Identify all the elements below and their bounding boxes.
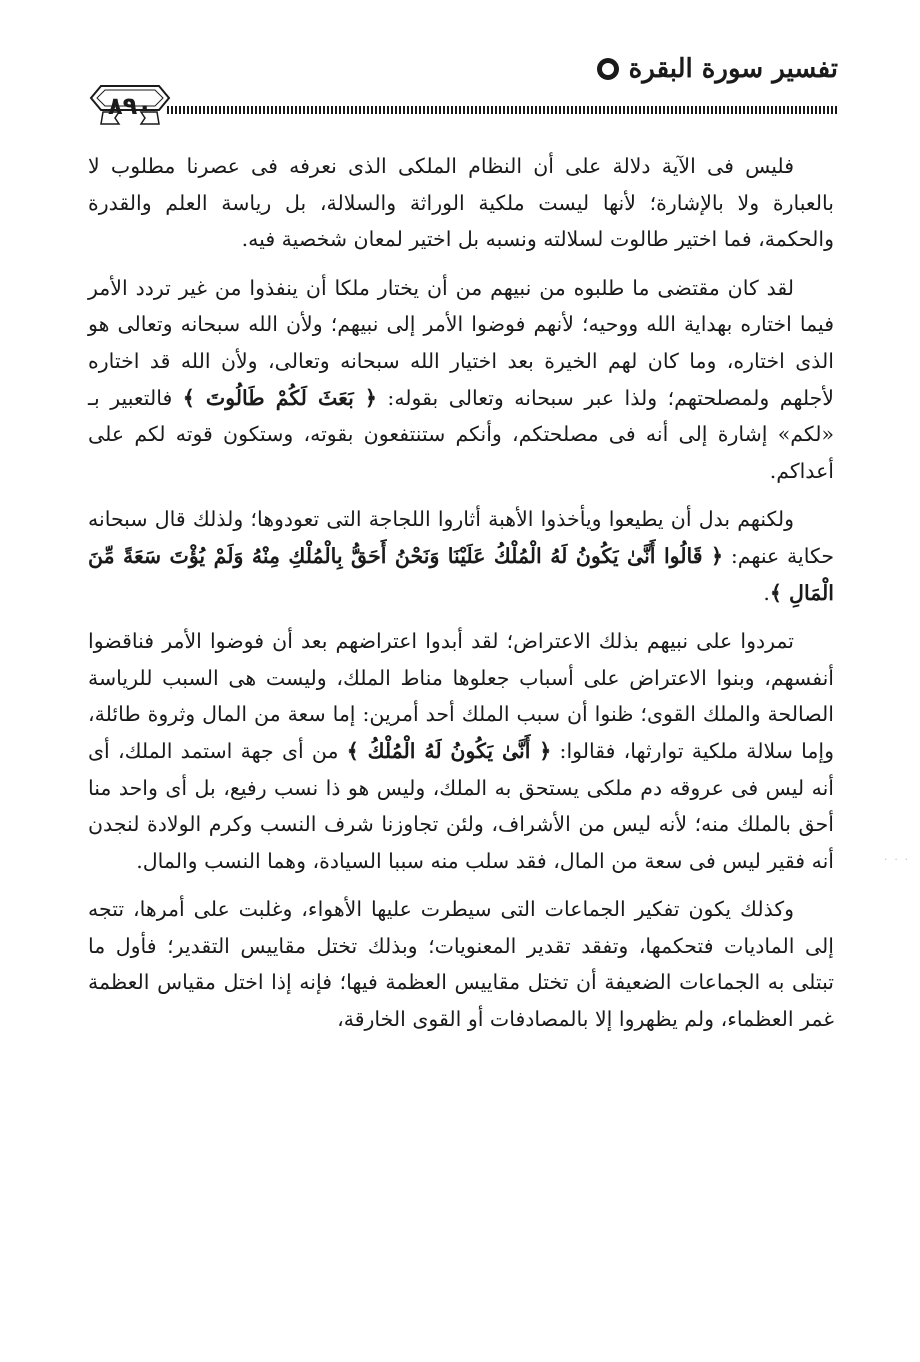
page-body [88, 148, 834, 1050]
page-number: ٨٩٠ [108, 92, 152, 120]
text-segment: فالتعبير بـ «لكم» إشارة إلى أنه فى مصلحتكم، وأنكم ستنتفعون بقوته، وستكون قوته لكم على أعداكم. [88, 385, 834, 483]
quran-verse: ﴿ بَعَثَ لَكُمْ طَالُوتَ ﴾ [182, 385, 377, 410]
running-title-text: تفسير سورة البقرة [628, 54, 838, 84]
paragraph [88, 148, 834, 258]
text-segment: من أى جهة استمد الملك، أى أنه ليس فى عروقه دم ملكى يستحق به الملك، وليس هو ذا نسب رفيع، بل أى واحد منا أحق بالملك منه؛ لأنه ليس من الأشراف، ولئن تجاوزنا شرف النسب وكرم الولادة لنجدن أنه فقير ليس فى سعة من المال، فقد سلب منه سببا السيادة، وهما النسب والمال. [88, 738, 834, 873]
text-segment: ولكنهم بدل أن يطيعوا ويأخذوا الأهبة أثاروا اللجاجة التى تعودوها؛ ولذلك قال سبحانه حكاية عنهم: [88, 507, 834, 568]
text-segment: . [763, 580, 770, 605]
paragraph [88, 270, 834, 490]
ornament-icon [597, 58, 619, 80]
paragraph [88, 891, 834, 1037]
quran-verse: ﴿ أَنَّىٰ يَكُونُ لَهُ الْمُلْكُ ﴾ [346, 738, 552, 763]
margin-mark: · · · [884, 855, 910, 866]
quran-verse: ﴿ قَالُوا أَنَّىٰ يَكُونُ لَهُ الْمُلْكُ عَلَيْنَا وَنَحْنُ أَحَقُّ بِالْمُلْكِ مِنْهُ وَلَمْ يُؤْتَ سَعَةً مِّنَ الْمَالِ ﴾ [88, 543, 834, 605]
text-segment: لقد كان مقتضى ما طلبوه من نبيهم من أن يختار ملكا أن ينفذوا من غير تردد الأمر فيما اختاره بهداية الله ووحيه؛ لأنهم فوضوا الأمر إلى نبيهم؛ ولأن الله سبحانه وتعالى هو الذى اختاره، وما كان لهم الخيرة بعد اختيار الله سبحانه وتعالى، ولأن الله قد اختاره لأجلهم ولمصلحتهم؛ ولذا عبر سبحانه وتعالى بقوله: [88, 275, 834, 410]
page-number-badge [89, 84, 171, 128]
paragraph [88, 623, 834, 879]
text-segment: تمردوا على نبيهم بذلك الاعتراض؛ لقد أبدوا اعتراضهم بعد أن فوضوا الأمر فناقضوا أنفسهم، وبنوا الاعتراض على أسباب جعلوها مناط الملك، وليست هى السبب للرياسة الصالحة والملك القوى؛ ظنوا أن سبب الملك أحد أمرين: إما سعة من المال وثروة طائلة، وإما سلالة ملكية توارثها، فقالوا: [88, 629, 834, 763]
paragraph [88, 501, 834, 611]
text-segment: وكذلك يكون تفكير الجماعات التى سيطرت عليها الأهواء، وغلبت على أمرها، تتجه إلى الماديات فتحكمها، وتفقد تقدير المعنويات؛ وبذلك تختل مقاييس التقدير؛ فأول ما تبتلى به الجماعات الضعيفة أن تختل مقاييس العظمة فيها؛ فإنه إذا اختل مقياس العظمة غمر العظماء، ولم يظهروا إلا بالمصادفات أو القوى الخارقة، [88, 897, 834, 1032]
text-segment: فليس فى الآية دلالة على أن النظام الملكى الذى نعرفه فى عصرنا مطلوب لا بالعبارة ولا بالإشارة؛ لأنها ليست ملكية الوراثة والسلالة، بل رياسة العلم والقدرة والحكمة، فما اختير طالوت لسلالته ونسبه بل اختير لمعان شخصية فيه. [88, 154, 834, 252]
header-rule [167, 106, 838, 114]
page-header [105, 50, 838, 132]
running-title [597, 54, 838, 84]
